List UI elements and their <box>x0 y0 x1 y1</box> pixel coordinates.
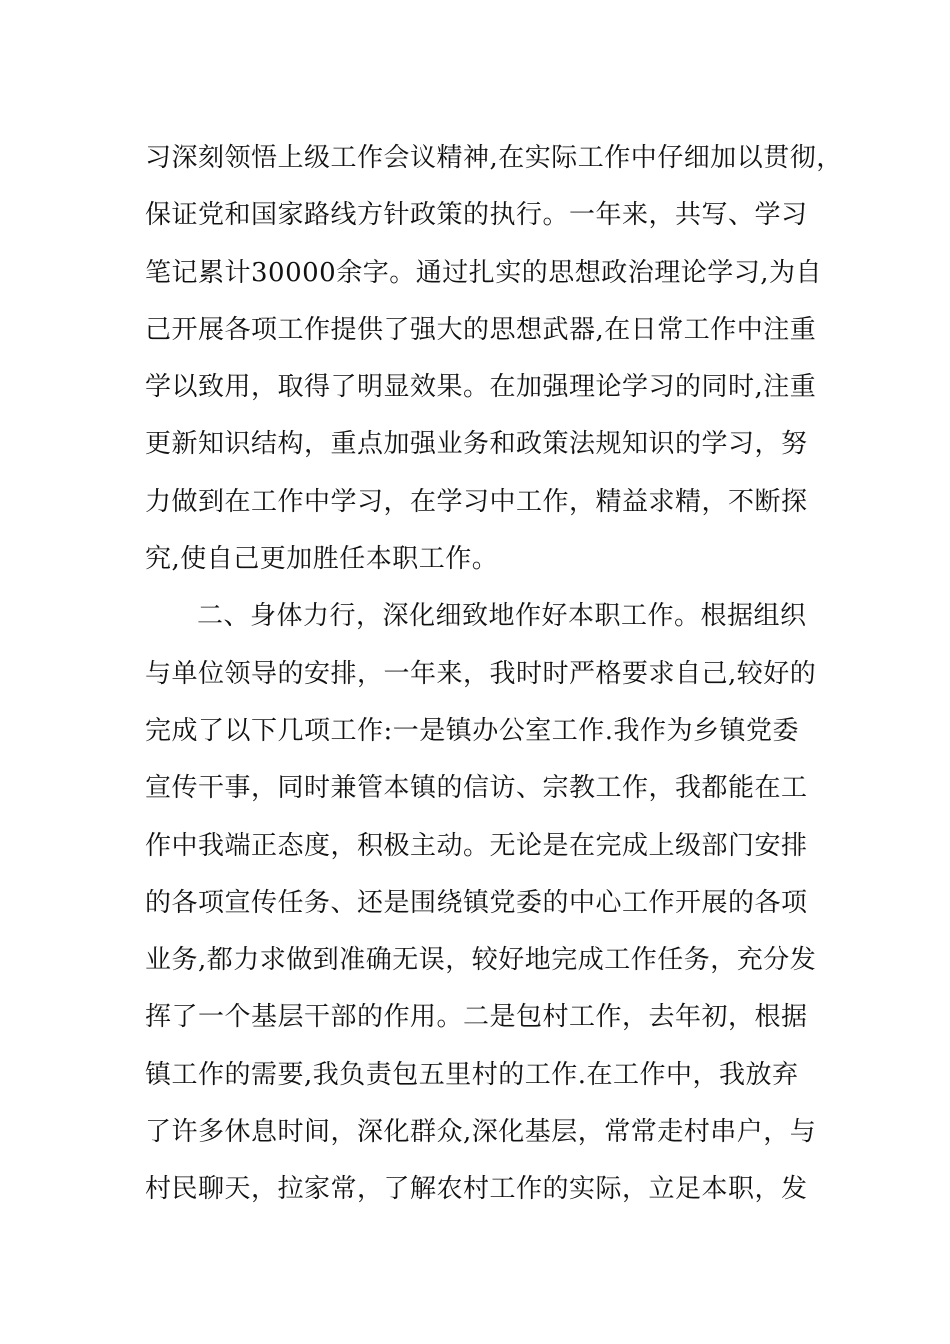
paragraph-line: 业务,都力求做到准确无误，较好地完成工作任务，充分发 <box>145 945 817 976</box>
paragraph-line: 了许多休息时间，深化群众,深化基层，常常走村串户，与 <box>145 1117 817 1148</box>
paragraph-line: 学以致用，取得了明显效果。在加强理论学习的同时,注重 <box>145 372 817 403</box>
paragraph-line: 保证党和国家路线方针政策的执行。一年来，共写、学习 <box>145 200 808 231</box>
paragraph-line: 习深刻领悟上级工作会议精神,在实际工作中仔细加以贯彻， <box>145 143 843 173</box>
paragraph-line: 更新知识结构，重点加强业务和政策法规知识的学习，努 <box>145 429 808 460</box>
paragraph-line: 己开展各项工作提供了强大的思想武器,在日常工作中注重 <box>145 314 817 345</box>
paragraph-line: 与单位领导的安排，一年来，我时时严格要求自己,较好的 <box>145 658 817 689</box>
paragraph-2 <box>145 588 835 1218</box>
paragraph-line: 笔记累计30000余字。通过扎实的思想政治理论学习,为自 <box>145 257 822 288</box>
paragraph-line: 力做到在工作中学习，在学习中工作，精益求精，不断探 <box>145 486 808 517</box>
paragraph-1 <box>145 130 843 588</box>
paragraph-line: 宣传干事，同时兼管本镇的信访、宗教工作，我都能在工 <box>145 773 808 804</box>
paragraph-line: 作中我端正态度，积极主动。无论是在完成上级部门安排 <box>145 830 808 861</box>
document-body <box>145 130 843 1219</box>
paragraph-line: 完成了以下几项工作:一是镇办公室工作.我作为乡镇党委 <box>145 715 800 746</box>
paragraph-line: 挥了一个基层干部的作用。二是包村工作，去年初，根据 <box>145 1002 808 1033</box>
paragraph-line: 的各项宣传任务、还是围绕镇党委的中心工作开展的各项 <box>145 887 808 918</box>
paragraph-first-line: 二、身体力行，深化细致地作好本职工作。根据组织 <box>197 601 807 632</box>
paragraph-line: 村民聊天，拉家常，了解农村工作的实际，立足本职，发 <box>145 1174 808 1205</box>
paragraph-line: 镇工作的需要,我负责包五里村的工作.在工作中，我放弃 <box>145 1059 799 1090</box>
paragraph-line: 究,使自己更加胜任本职工作。 <box>145 544 499 575</box>
